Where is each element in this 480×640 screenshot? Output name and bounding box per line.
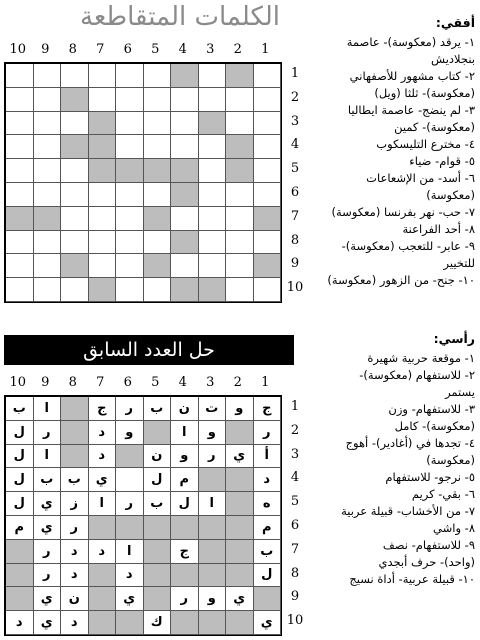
row-number: 9 — [290, 256, 300, 272]
clue-line: (معكوسة) — [426, 188, 475, 202]
grid-cell — [171, 135, 199, 159]
solution-cell: ب — [144, 492, 172, 516]
grid-cell — [6, 112, 34, 136]
column-number: 6 — [123, 42, 132, 57]
clue-line: ٥- نرجو- للاستفهام — [385, 470, 475, 484]
row-number: 4 — [290, 470, 300, 486]
row-number: 3 — [290, 113, 300, 129]
grid-cell — [171, 112, 199, 136]
grid-cell — [226, 231, 254, 255]
grid-cell — [89, 159, 117, 183]
grid-cell — [171, 278, 199, 302]
solution-cell — [226, 421, 254, 445]
solution-cell — [199, 468, 227, 492]
grid-cell — [226, 207, 254, 231]
solution-cell: ب — [6, 397, 34, 421]
solution-cell: ب — [144, 397, 172, 421]
solution-cell — [226, 540, 254, 564]
solution-cell — [226, 492, 254, 516]
row-number: 1 — [290, 398, 300, 414]
solution-cell — [6, 564, 34, 588]
grid-cell — [199, 183, 227, 207]
grid-cell — [61, 207, 89, 231]
grid-cell — [199, 112, 227, 136]
grid-cell — [61, 231, 89, 255]
grid-cell — [6, 207, 34, 231]
solution-cell: ا — [171, 421, 199, 445]
column-number: 10 — [9, 42, 27, 57]
solution-cell: ن — [144, 445, 172, 469]
column-number: 9 — [41, 375, 50, 390]
solution-cell — [144, 421, 172, 445]
column-number: 1 — [261, 375, 270, 390]
solution-cell: ر — [34, 540, 62, 564]
grid-cell — [171, 159, 199, 183]
vertical-heading: رأسي: — [433, 331, 475, 346]
clue-line: يستمر — [445, 385, 475, 399]
clue-line: ٢- كتاب مشهور للأصفهاني — [349, 69, 475, 83]
column-number: 5 — [151, 42, 160, 57]
grid-cell — [6, 254, 34, 278]
solution-cell: ل — [144, 468, 172, 492]
solution-cell — [226, 468, 254, 492]
solution-cell — [116, 611, 144, 635]
solution-cell: ر — [116, 397, 144, 421]
solution-cell: ا — [116, 540, 144, 564]
solution-cell — [61, 445, 89, 469]
solution-cell: د — [61, 564, 89, 588]
clue-line: ٤- تجدها في (أغادير)- أهوج — [345, 436, 475, 450]
column-number: 3 — [206, 42, 215, 57]
grid-cell — [61, 254, 89, 278]
solution-cell: و — [199, 587, 227, 611]
grid-cell — [144, 183, 172, 207]
grid-cell — [254, 278, 282, 302]
grid-cell — [34, 135, 62, 159]
solution-cell — [171, 516, 199, 540]
solution-cell: ي — [34, 516, 62, 540]
grid-cell — [61, 183, 89, 207]
solution-cell — [144, 587, 172, 611]
grid-cell — [89, 64, 117, 88]
solution-cell: د — [61, 540, 89, 564]
grid-cell — [144, 207, 172, 231]
clue-line: ١- موقعة حربية شهيرة — [367, 351, 475, 365]
grid-cell — [6, 88, 34, 112]
row-number: 6 — [290, 517, 300, 533]
solution-cell: ب — [34, 468, 62, 492]
solution-cell: م — [254, 516, 282, 540]
solution-cell: ج — [171, 540, 199, 564]
solution-cell — [199, 540, 227, 564]
clue-line: ٨- أحد الفراعنة — [402, 222, 475, 236]
grid-cell — [144, 88, 172, 112]
grid-cell — [254, 88, 282, 112]
solution-cell — [89, 611, 117, 635]
solution-cell: ر — [61, 516, 89, 540]
solution-cell: ب — [61, 468, 89, 492]
solution-cell: ي — [34, 587, 62, 611]
clue-line: ٩- عابر- للتعجب (معكوسة)- — [341, 239, 475, 253]
column-number: 6 — [123, 375, 132, 390]
grid-cell — [226, 135, 254, 159]
column-number: 7 — [96, 375, 105, 390]
column-number: 10 — [9, 375, 27, 390]
crossword-grid — [4, 62, 282, 303]
row-number: 9 — [290, 589, 300, 605]
solution-cell: ي — [226, 445, 254, 469]
grid-cell — [34, 183, 62, 207]
solution-cell — [171, 564, 199, 588]
grid-cell — [6, 278, 34, 302]
solution-cell: د — [89, 445, 117, 469]
solution-cell — [89, 587, 117, 611]
clue-line: ١٠- قبيلة عربية- أداة نسيج — [349, 572, 475, 586]
solution-cell: ل — [6, 492, 34, 516]
clue-line: ٢- للاستفهام (معكوسة)- — [359, 368, 475, 382]
grid-cell — [6, 135, 34, 159]
solution-cell — [89, 564, 117, 588]
column-number: 9 — [41, 42, 50, 57]
grid-cell — [171, 183, 199, 207]
grid-cell — [254, 231, 282, 255]
clue-line: ٣- للاستفهام- وزن — [388, 402, 475, 416]
solution-cell: د — [116, 564, 144, 588]
solution-cell: ا — [199, 492, 227, 516]
solution-cell: ا — [89, 492, 117, 516]
solution-cell: ي — [34, 492, 62, 516]
grid-cell — [34, 88, 62, 112]
solution-cell: ك — [144, 611, 172, 635]
solution-cell — [6, 540, 34, 564]
grid-cell — [116, 254, 144, 278]
grid-cell — [116, 159, 144, 183]
column-number: 7 — [96, 42, 105, 57]
grid-cell — [254, 254, 282, 278]
grid-cell — [199, 159, 227, 183]
solution-cell — [199, 516, 227, 540]
solution-cell: ج — [89, 397, 117, 421]
solution-cell: ز — [61, 492, 89, 516]
clue-line: ٦- بقي- كريم — [411, 487, 475, 501]
solution-cell — [116, 445, 144, 469]
grid-cell — [6, 231, 34, 255]
column-number: 4 — [178, 375, 187, 390]
grid-cell — [171, 231, 199, 255]
row-number: 3 — [290, 446, 300, 462]
solution-cell — [226, 516, 254, 540]
grid-cell — [199, 135, 227, 159]
solution-cell: ت — [199, 397, 227, 421]
grid-cell — [89, 88, 117, 112]
grid-cell — [254, 183, 282, 207]
row-number: 2 — [290, 89, 300, 105]
solution-cell: و — [171, 445, 199, 469]
grid-cell — [89, 112, 117, 136]
solution-cell — [226, 611, 254, 635]
clue-line: ١٠- جنح- من الزهور (معكوسة) — [327, 273, 475, 287]
grid-cell — [116, 207, 144, 231]
row-number: 4 — [290, 137, 300, 153]
grid-cell — [116, 112, 144, 136]
solution-cell: ب — [254, 540, 282, 564]
solution-cell: ر — [254, 421, 282, 445]
column-number: 1 — [261, 42, 270, 57]
column-number: 5 — [151, 375, 160, 390]
solution-cell: ا — [34, 397, 62, 421]
grid-cell — [116, 64, 144, 88]
solution-cell: ه — [254, 492, 282, 516]
horizontal-clues — [305, 14, 475, 289]
solution-cell: د — [89, 421, 117, 445]
grid-cell — [34, 278, 62, 302]
solution-cell — [144, 516, 172, 540]
grid-cell — [61, 64, 89, 88]
solution-cell: و — [226, 397, 254, 421]
solution-cell: ل — [6, 468, 34, 492]
grid-cell — [254, 135, 282, 159]
solution-cell: د — [89, 540, 117, 564]
clue-line: (معكوسة)- كمين — [394, 120, 475, 134]
clue-line: (معكوسة)- كامل — [394, 419, 475, 433]
row-number: 7 — [290, 208, 300, 224]
solution-cell — [61, 397, 89, 421]
solution-cell — [144, 540, 172, 564]
grid-cell — [144, 159, 172, 183]
grid-cell — [254, 159, 282, 183]
grid-cell — [6, 64, 34, 88]
grid-cell — [34, 254, 62, 278]
grid-cell — [171, 88, 199, 112]
grid-cell — [89, 278, 117, 302]
grid-cell — [116, 88, 144, 112]
solution-cell — [199, 564, 227, 588]
grid-cell — [116, 231, 144, 255]
row-number: 5 — [290, 494, 300, 510]
solution-cell: و — [116, 421, 144, 445]
clue-line: (واحد)- حرف أبجدي — [378, 555, 475, 569]
solution-cell — [144, 564, 172, 588]
column-number: 8 — [68, 42, 77, 57]
solution-cell: ي — [89, 468, 117, 492]
solution-cell — [116, 468, 144, 492]
solution-cell — [226, 564, 254, 588]
grid-cell — [61, 112, 89, 136]
row-number: 2 — [290, 422, 300, 438]
solution-cell: ج — [254, 397, 282, 421]
grid-cell — [226, 254, 254, 278]
solution-cell: ي — [226, 587, 254, 611]
solution-cell: م — [171, 468, 199, 492]
grid-cell — [171, 64, 199, 88]
grid-cell — [34, 112, 62, 136]
grid-cell — [171, 254, 199, 278]
solution-cell: م — [6, 516, 34, 540]
solution-cell — [61, 421, 89, 445]
grid-cell — [226, 88, 254, 112]
solution-cell: ر — [116, 492, 144, 516]
grid-cell — [226, 159, 254, 183]
grid-cell — [199, 64, 227, 88]
clue-line: ٥- قوام- ضياء — [409, 154, 475, 168]
solution-cell: ل — [254, 564, 282, 588]
previous-solution-banner: حل العدد السابق — [4, 335, 294, 365]
solution-cell: د — [61, 611, 89, 635]
grid-cell — [226, 183, 254, 207]
grid-cell — [144, 64, 172, 88]
clue-line: ٣- لم ينضج- عاصمة ايطاليا — [347, 103, 475, 117]
solution-cell: ل — [171, 492, 199, 516]
grid-cell — [144, 254, 172, 278]
column-number: 2 — [233, 375, 242, 390]
column-number: 2 — [233, 42, 242, 57]
grid-cell — [89, 231, 117, 255]
clue-line: ٤- مخترع التليسكوب — [376, 137, 475, 151]
grid-cell — [61, 135, 89, 159]
row-number: 1 — [290, 65, 300, 81]
solution-cell: ر — [171, 587, 199, 611]
grid-cell — [199, 231, 227, 255]
grid-cell — [171, 207, 199, 231]
clue-line: (معكوسة) — [426, 453, 475, 467]
solution-cell: ر — [34, 564, 62, 588]
vertical-clues — [305, 330, 475, 588]
grid-cell — [144, 135, 172, 159]
clue-line: ٦- أسد- من الإشعاعات — [366, 171, 475, 185]
grid-cell — [89, 183, 117, 207]
grid-cell — [144, 231, 172, 255]
grid-cell — [89, 135, 117, 159]
grid-cell — [199, 278, 227, 302]
grid-cell — [116, 183, 144, 207]
clue-line: ١- يرقد (معكوسة)- عاصمة — [346, 35, 475, 49]
solution-cell: ي — [254, 611, 282, 635]
solution-cell — [254, 587, 282, 611]
grid-cell — [144, 112, 172, 136]
solution-cell: ل — [6, 445, 34, 469]
solution-cell: ا — [34, 445, 62, 469]
grid-cell — [34, 159, 62, 183]
row-number: 6 — [290, 184, 300, 200]
grid-cell — [254, 64, 282, 88]
grid-cell — [89, 207, 117, 231]
column-number: 3 — [206, 375, 215, 390]
grid-cell — [34, 231, 62, 255]
clue-line: بنجلاديش — [431, 52, 475, 66]
grid-cell — [254, 207, 282, 231]
solution-cell: ل — [6, 421, 34, 445]
grid-cell — [34, 207, 62, 231]
solution-cell — [171, 611, 199, 635]
grid-cell — [144, 278, 172, 302]
row-number: 8 — [290, 232, 300, 248]
grid-cell — [226, 64, 254, 88]
grid-cell — [199, 88, 227, 112]
clue-line: ٧- من الأخشاب- قبيلة عربية — [341, 504, 475, 518]
clue-line: ٩- للاستفهام- نصف — [382, 538, 475, 552]
solution-cell: د — [6, 611, 34, 635]
column-number: 8 — [68, 375, 77, 390]
grid-cell — [116, 278, 144, 302]
solution-cell: ر — [199, 445, 227, 469]
grid-cell — [226, 278, 254, 302]
grid-cell — [116, 135, 144, 159]
grid-cell — [61, 159, 89, 183]
solution-cell: ي — [116, 587, 144, 611]
grid-cell — [6, 183, 34, 207]
puzzle-title: الكلمات المتقاطعة — [79, 2, 281, 32]
solution-cell: و — [199, 421, 227, 445]
solution-cell: أ — [254, 445, 282, 469]
solution-cell — [6, 587, 34, 611]
grid-cell — [61, 278, 89, 302]
grid-cell — [199, 254, 227, 278]
clue-line: (معكوسة)- ثلثا (ويل) — [374, 86, 475, 100]
row-number: 7 — [290, 541, 300, 557]
solution-cell — [89, 516, 117, 540]
solution-cell: د — [254, 468, 282, 492]
solution-cell — [199, 611, 227, 635]
row-number: 5 — [290, 161, 300, 177]
row-number: 10 — [286, 613, 304, 629]
grid-cell — [199, 207, 227, 231]
grid-cell — [254, 112, 282, 136]
horizontal-heading: أفقي: — [435, 15, 475, 30]
solution-cell — [116, 516, 144, 540]
grid-cell — [226, 112, 254, 136]
row-number: 8 — [290, 565, 300, 581]
grid-cell — [34, 64, 62, 88]
clue-line: ٧- حب- نهر بفرنسا (معكوسة) — [331, 205, 475, 219]
solution-cell: ن — [171, 397, 199, 421]
row-number: 10 — [286, 280, 304, 296]
clue-line: ٨- واشي — [433, 521, 475, 535]
solution-cell: ي — [34, 611, 62, 635]
solution-cell: ر — [34, 421, 62, 445]
solution-grid — [4, 395, 282, 636]
column-number: 4 — [178, 42, 187, 57]
solution-cell: ن — [61, 587, 89, 611]
clue-line: للتخيير — [443, 256, 475, 270]
grid-cell — [6, 159, 34, 183]
grid-cell — [89, 254, 117, 278]
grid-cell — [61, 88, 89, 112]
